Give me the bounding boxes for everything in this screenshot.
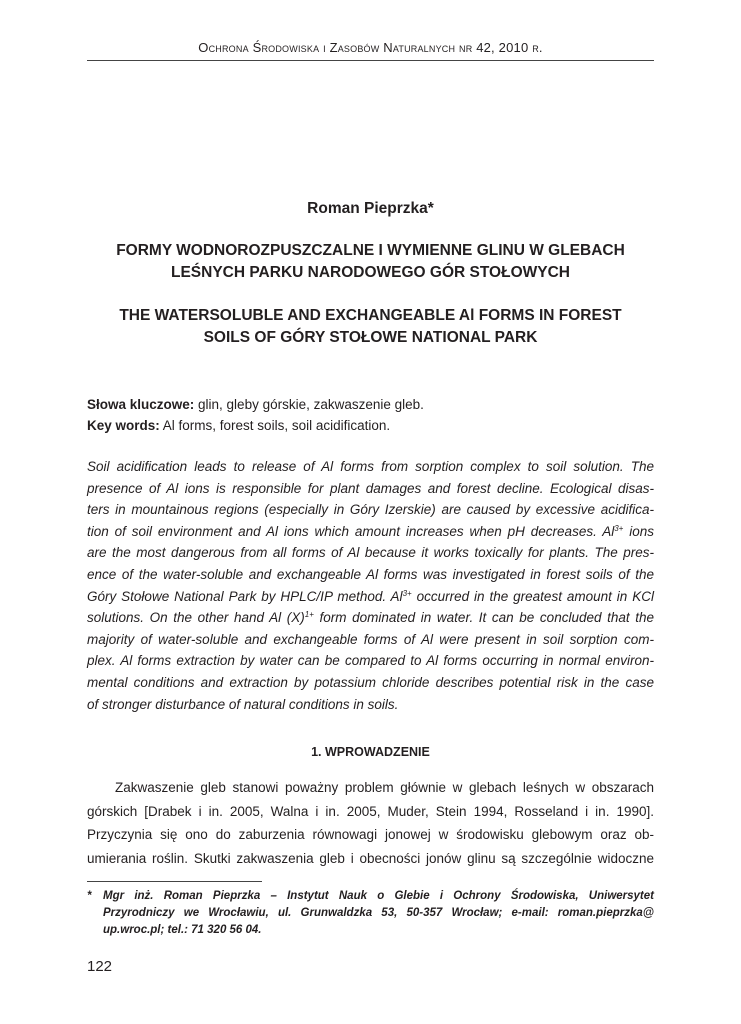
footnote-line: Mgr inż. Roman Pieprzka – Instytut Nauk o Glebie i Ochrony Środowiska, Uniwersytet	[103, 890, 654, 902]
abstract-line: Góry Stołowe National Park by HPLC/IP method. $Al^{3+}$ occurred in the greatest amount in KCl	[87, 588, 654, 604]
abstract-line: presence of Al ions is responsible for plant damages and forest decline. Ecological disas-	[87, 480, 654, 496]
abstract-line: mental conditions and extraction by potassium chloride describes potential risk in the case	[87, 674, 654, 690]
title-polish-line-1: FORMY WODNOROZPUSZCZALNE I WYMIENNE GLINU W GLEBACH	[116, 242, 625, 259]
abstract	[87, 456, 654, 715]
abstract-line: solutions. On the other hand Al $(X)^{1+}$ form dominated in water. It can be concluded that the	[87, 610, 654, 626]
keywords-english	[87, 415, 654, 436]
title-polish	[87, 240, 654, 284]
abstract-line: majority of water-soluble and exchangeable forms of Al were present in soil sorption com-	[87, 631, 654, 647]
page-number: 122	[87, 958, 113, 975]
footnote-marker: *	[87, 890, 92, 902]
keywords-english-label: Key words:	[87, 418, 160, 433]
abstract-line: of stronger disturbance of natural conditions in soils.	[87, 696, 399, 712]
footnote-line: up.wroc.pl; tel.: 71 320 56 04.	[103, 924, 262, 936]
section-heading-introduction: 1. WPROWADZENIE	[311, 745, 430, 759]
body-line: Zakwaszenie gleb stanowi poważny problem głównie w glebach leśnych w obszarach	[115, 780, 654, 795]
author-name: Roman Pieprzka*	[307, 200, 434, 217]
keywords-block	[87, 394, 654, 436]
abstract-line: ence of the water-soluble and exchangeable Al forms was investigated in forest soils of the	[87, 566, 654, 582]
title-english-line-1: THE WATERSOLUBLE AND EXCHANGEABLE Al FORMS IN FOREST	[119, 307, 622, 324]
author-footnote	[87, 888, 654, 939]
keywords-polish-text: glin, gleby górskie, zakwaszenie gleb.	[194, 397, 424, 412]
introduction-paragraph	[87, 776, 654, 870]
body-line: umierania roślin. Skutki zakwaszenia gleb i obecności jonów glinu są szczególnie widoczne	[87, 850, 654, 866]
keywords-polish-label: Słowa kluczowe:	[87, 397, 195, 412]
body-line: górskich [Drabek i in. 2005, Walna i in. 2005, Muder, Stein 1994, Rosseland i in. 1990].	[87, 803, 654, 819]
footnote-divider	[87, 881, 262, 882]
body-line: Przyczynia się ono do zaburzenia równowagi jonowej w środowisku glebowym oraz ob-	[87, 827, 654, 842]
title-english	[87, 305, 654, 349]
abstract-line: plex. Al forms extraction by water can be compared to Al forms occurring in normal environ-	[87, 653, 654, 669]
footnote-line: Przyrodniczy we Wrocławiu, ul. Grunwaldzka 53, 50-357 Wrocław; e-mail: roman.pieprzka@	[103, 907, 654, 919]
abstract-line: tion of soil environment and Al ions which amount increases when pH decreases. $Al^{3+}$ ions	[87, 523, 654, 539]
keywords-polish	[87, 394, 654, 415]
abstract-line: ters in mountainous regions (especially in Góry Izerskie) are caused by excessive acidifica-	[87, 502, 654, 518]
keywords-english-text: Al forms, forest soils, soil acidification.	[159, 418, 391, 433]
title-polish-line-2: LEŚNYCH PARKU NARODOWEGO GÓR STOŁOWYCH	[171, 264, 570, 281]
header-divider	[87, 60, 654, 61]
abstract-line: are the most dangerous from all forms of Al because it works toxically for plants. The pres-	[87, 545, 654, 561]
running-head: Ochrona Środowiska i Zasobów Naturalnych nr 42, 2010 r.	[198, 40, 543, 55]
title-english-line-2: SOILS OF GÓRY STOŁOWE NATIONAL PARK	[203, 329, 538, 346]
abstract-line: Soil acidification leads to release of Al forms from sorption complex to soil solution. The	[87, 459, 654, 474]
